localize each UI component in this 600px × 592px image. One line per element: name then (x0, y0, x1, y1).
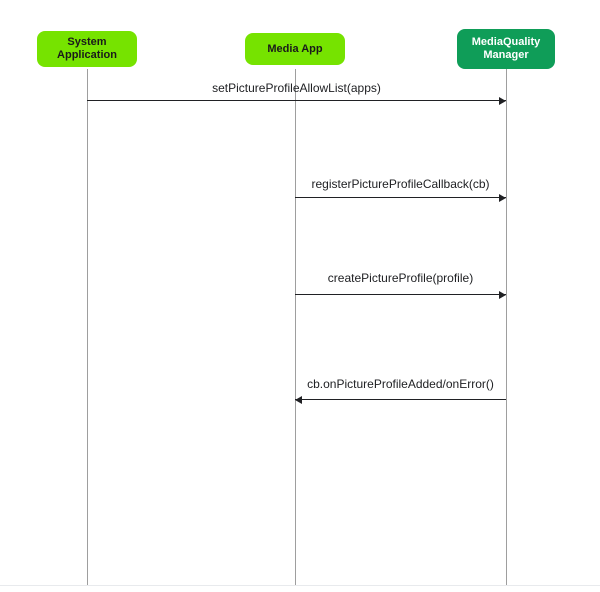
participant-label-line2: Manager (483, 49, 529, 61)
message-label-cb-on-picture-profile-added: cb.onPictureProfileAdded/onError() (307, 377, 494, 391)
participant-label (472, 36, 540, 62)
participant-label-line1: MediaQuality (471, 36, 541, 48)
participant-mediaquality-manager[interactable] (457, 29, 555, 69)
participant-label (267, 43, 322, 56)
message-label-register-picture-profile-callback: registerPictureProfileCallback(cb) (311, 177, 490, 191)
message-label-set-picture-profile-allow-list: setPictureProfileAllowList(apps) (212, 81, 381, 95)
message-line-cb-on-picture-profile-added (295, 399, 506, 400)
participant-label-line1: System (67, 36, 107, 48)
participant-label-line2: Application (57, 49, 117, 61)
arrow-head-cb-on-picture-profile-added (295, 396, 302, 404)
message-line-register-picture-profile-callback (295, 197, 506, 198)
message-line-set-picture-profile-allow-list (87, 100, 506, 101)
arrow-head-create-picture-profile (499, 291, 506, 299)
arrow-head-register-picture-profile-callback (499, 194, 506, 202)
participant-label (57, 36, 117, 62)
participant-system-application[interactable] (37, 31, 137, 67)
arrow-head-set-picture-profile-allow-list (499, 97, 506, 105)
lifeline-mediaquality-manager (506, 69, 507, 586)
message-label-create-picture-profile: createPictureProfile(profile) (327, 271, 474, 285)
participant-label-line1: Media App (267, 42, 323, 55)
lifeline-media-app (295, 69, 296, 586)
message-line-create-picture-profile (295, 294, 506, 295)
lifeline-system-application (87, 69, 88, 586)
participant-media-app[interactable] (245, 33, 345, 65)
bottom-divider (0, 585, 600, 586)
